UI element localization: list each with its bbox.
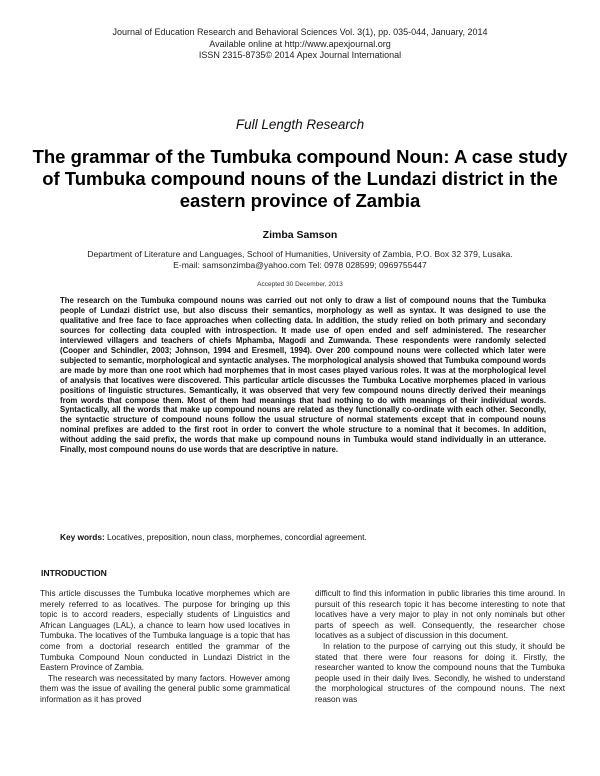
accepted-date: Accepted 30 December, 2013 [257, 281, 343, 288]
keywords-text: Locatives, preposition, noun class, morphemes, concordial agreement. [107, 532, 367, 542]
keywords-label: Key words: [60, 532, 105, 542]
body-column-left [40, 589, 290, 706]
article-type-label: Full Length Research [235, 117, 365, 132]
author-affiliation [40, 249, 560, 271]
journal-header [0, 27, 600, 62]
keywords [60, 532, 546, 542]
author-name: Zimba Samson [262, 229, 338, 241]
journal-issn: ISSN 2315-8735© 2014 Apex Journal International [198, 50, 402, 60]
body-column-right [315, 589, 565, 706]
body-paragraph: This article discusses the Tumbuka locative morphemes which are merely referred to as locatives. The purpose for bringing up this topic is to accord readers, especially students of Linguistics and African Languages (LAL), a chance to learn how used locatives in Tumbuka. The locatives of the Tumbuka language is a topic that has come from a doctorial research entitled the grammar of the Tumbuka Compound Noun conducted in Lundazi District in the Eastern Province of Zambia. [40, 589, 290, 673]
journal-url: Available online at http://www.apexjournal.org [209, 38, 391, 49]
body-paragraph: difficult to find this information in public libraries this time around. In pursuit of this research topic it has become interesting to note that locatives have a very major to play in not only nominals but other parts of speech as well. Consequently, the researcher chose locatives as a subject of discussion in this document. [315, 589, 565, 641]
body-paragraph: The research was necessitated by many factors. However among them was the issue of availing the general public some grammatical information as it has proved [40, 673, 290, 704]
affiliation-address: Department of Literature and Languages, School of Humanities, University of Zambia, P.O. Box 32 379, Lusaka. [87, 249, 513, 259]
body-paragraph: In relation to the purpose of carrying out this study, it should be stated that there were four reasons for doing it. Firstly, the researcher wanted to know the compound nouns that the Tumbuka people used in their daily lives. Secondly, he wished to understand the morphological structures of the compound nouns. The next reason was [315, 641, 565, 704]
abstract: The research on the Tumbuka compound nouns was carried out not only to draw a list of compound nouns that the Tumbuka people of Lundazi district use, but also discuss their semantics, morphology as well as syntax. It was designed to use the qualitative and free face to face approaches when collecting data. In addition, the study relied on both primary and secondary sources for collecting data coupled with introspection. It made use of open ended and self administered. The researcher interviewed villagers and teachers of chiefs Mphamba, Magodi and Zumwanda. These respondents were randomly selected (Cooper and Schindler, 2003; Johnson, 1994 and Eresmell, 1994). Over 200 compound nouns were collected which later were subjected to semantic, morphological and syntactic analyses. The morphological analysis showed that Tumbuka compound words are made by more than one root which had morphemes that in most cases played various roles. It was at the morphological level of analysis that locatives were discovered. This particular article discusses the Tumbuka Locative morphemes placed in various positions of linguistic structures. Semantically, it was observed that very few compound nouns directly derived their meanings from words that compose them. Most of them had meanings that had nothing to do with meanings of their individual words. Syntactically, all the words that make up compound nouns are related as they functionally co-ordinate with each other. Secondly, the syntactic structure of compound nouns follow the usual structure of normal statements except that in compound nouns nominal prefixes are added to the first root in order to convert the whole structure to a nominal that it becomes. In addition, without adding the said prefix, the words that make up compound nouns in Tumbuka would stand individually in an utterance. Finally, most compound nouns do use words that are descriptive in nature. [60, 296, 546, 455]
paper-title: The grammar of the Tumbuka compound Noun: A case study of Tumbuka compound nouns of the Lundazi district in the eastern province of Zambia [32, 146, 568, 211]
section-heading-introduction: INTRODUCTION [41, 568, 107, 578]
journal-citation: Journal of Education Research and Behavioral Sciences Vol. 3(1), pp. 035-044, January, 2014 [112, 27, 488, 37]
affiliation-contact: E-mail: samsonzimba@yahoo.com Tel: 0978 028599; 0969755447 [173, 260, 427, 270]
